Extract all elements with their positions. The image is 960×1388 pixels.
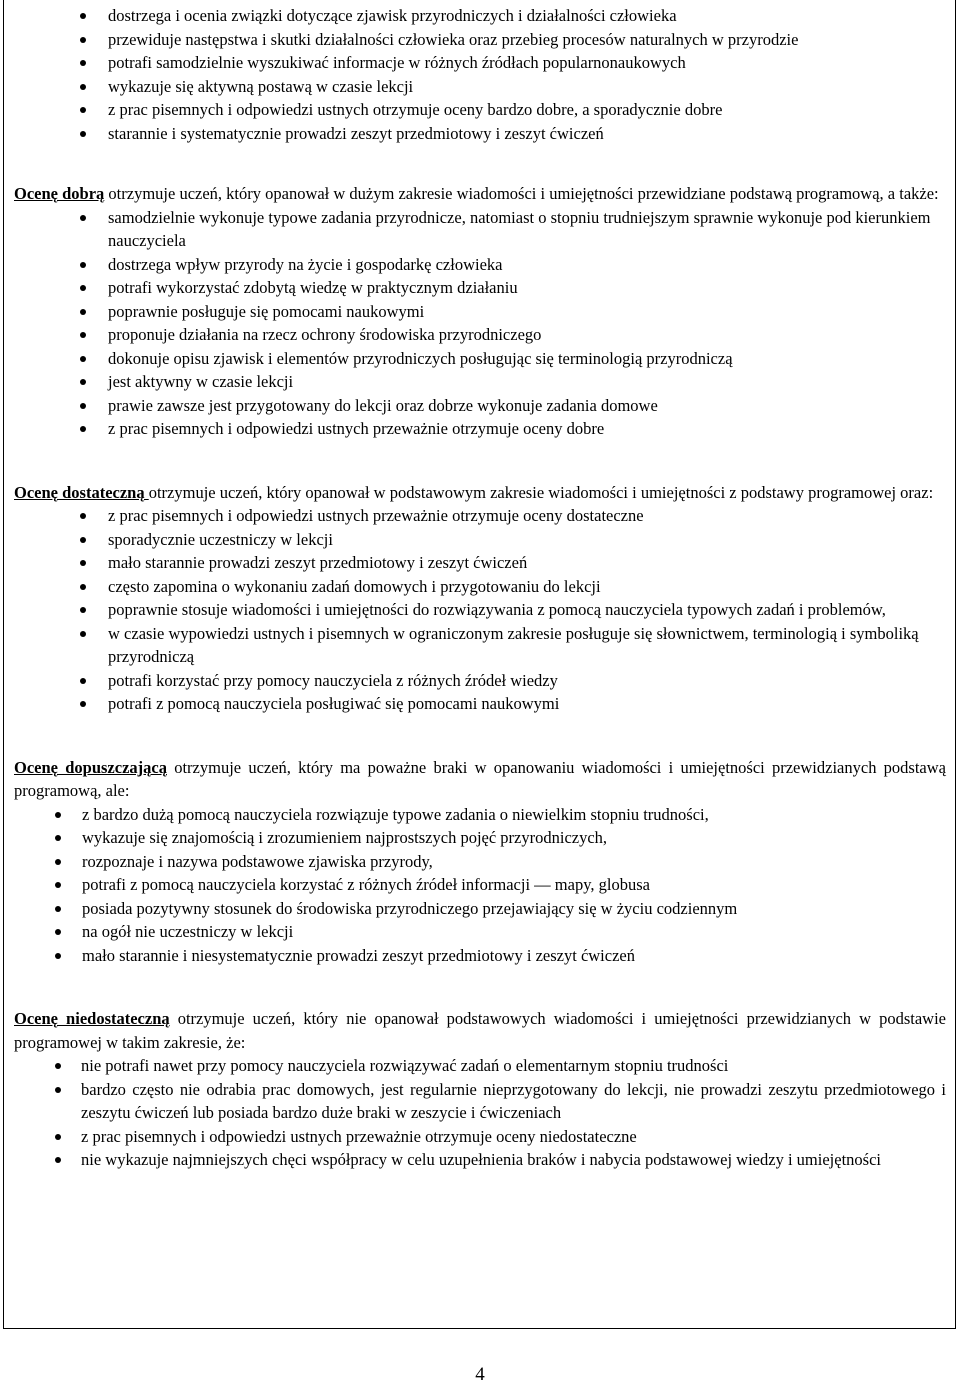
list-item: często zapomina o wykonaniu zadań domowych i przygotowaniu do lekcji [14,575,946,599]
list-item: dokonuje opisu zjawisk i elementów przyrodniczych posługując się terminologią przyrodniczą [14,347,946,371]
section-intro [14,182,946,206]
section-intro [14,481,946,505]
section-grade-pass [14,756,946,968]
list-item: rozpoznaje i nazywa podstawowe zjawiska przyrody, [14,850,946,874]
list-item: jest aktywny w czasie lekcji [14,370,946,394]
list-item: z bardzo dużą pomocą nauczyciela rozwiązuje typowe zadania o niewielkim stopniu trudności, [14,803,946,827]
list-item: posiada pozytywny stosunek do środowiska przyrodniczego przejawiający się w życiu codziennym [14,897,946,921]
list-item: potrafi z pomocą nauczyciela korzystać z różnych źródeł informacji — mapy, globusa [14,873,946,897]
criteria-list [14,803,946,968]
list-item: z prac pisemnych i odpowiedzi ustnych przeważnie otrzymuje oceny dostateczne [14,504,946,528]
section-intro [14,756,946,803]
list-item: potrafi z pomocą nauczyciela posługiwać się pomocami naukowymi [14,692,946,716]
section-grade-fail [14,1007,946,1172]
list-item: na ogół nie uczestniczy w lekcji [14,920,946,944]
section-grade-sufficient [14,481,946,716]
continued-list [14,4,946,145]
grade-heading: Ocenę niedostateczną [14,1009,170,1028]
document-body [14,4,946,1172]
list-item: nie wykazuje najmniejszych chęci współpracy w celu uzupełnienia braków i nabycia podstawowej wiedzy i umiejętności [14,1148,946,1172]
list-item: przewiduje następstwa i skutki działalności człowieka oraz przebieg procesów naturalnych w przyrodzie [14,28,946,52]
list-item: z prac pisemnych i odpowiedzi ustnych otrzymuje oceny bardzo dobre, a sporadycznie dobre [14,98,946,122]
list-item: proponuje działania na rzecz ochrony środowiska przyrodniczego [14,323,946,347]
list-item: nie potrafi nawet przy pomocy nauczyciela rozwiązywać zadań o elementarnym stopniu trudności [14,1054,946,1078]
list-item: dostrzega i ocenia związki dotyczące zjawisk przyrodniczych i działalności człowieka [14,4,946,28]
intro-text: otrzymuje uczeń, który opanował w podstawowym zakresie wiadomości i umiejętności z podstawy programowej oraz: [148,482,934,502]
list-item: z prac pisemnych i odpowiedzi ustnych przeważnie otrzymuje oceny niedostateczne [14,1125,946,1149]
list-item: potrafi samodzielnie wyszukiwać informacje w różnych źródłach popularnonaukowych [14,51,946,75]
intro-text: otrzymuje uczeń, który ma poważne braki w opanowaniu wiadomości i umiejętności przewidzianych podstawą programową, ale: [14,757,946,800]
grade-heading: Ocenę dopuszczającą [14,757,167,777]
grade-heading: Ocenę dostateczną [14,482,149,502]
grade-heading: Ocenę dobrą [14,184,105,203]
list-item: mało starannie prowadzi zeszyt przedmiotowy i zeszyt ćwiczeń [14,551,946,575]
list-item: poprawnie stosuje wiadomości i umiejętności do rozwiązywania z pomocą nauczyciela typowych zadań i problemów, [14,598,946,622]
list-item: z prac pisemnych i odpowiedzi ustnych przeważnie otrzymuje oceny dobre [14,417,946,441]
criteria-list [14,206,946,441]
list-item: sporadycznie uczestniczy w lekcji [14,528,946,552]
list-item: poprawnie posługuje się pomocami naukowymi [14,300,946,324]
list-item: dostrzega wpływ przyrody na życie i gospodarkę człowieka [14,253,946,277]
section-intro [14,1007,946,1054]
list-item: potrafi korzystać przy pomocy nauczyciela z różnych źródeł wiedzy [14,669,946,693]
criteria-list [14,1054,946,1172]
criteria-list [14,504,946,716]
list-item: bardzo często nie odrabia prac domowych, jest regularnie nieprzygotowany do lekcji, nie prowadzi zeszytu przedmiotowego i zeszytu ćwiczeń lub posiada bardzo duże braki w zeszycie i ćwiczeniach [14,1078,946,1125]
list-item: samodzielnie wykonuje typowe zadania przyrodnicze, natomiast o stopniu trudniejszym sprawnie wykonuje pod kierunkiem nauczyciela [14,206,946,253]
intro-text: otrzymuje uczeń, który opanował w dużym zakresie wiadomości i umiejętności przewidziane podstawą programową, a także: [104,184,939,203]
intro-text: otrzymuje uczeń, który nie opanował podstawowych wiadomości i umiejętności przewidzianych w podstawie programowej w takim zakresie, że: [14,1009,946,1052]
page-number: 4 [475,1364,485,1385]
list-item: w czasie wypowiedzi ustnych i pisemnych w ograniczonym zakresie posługuje się słownictwem, terminologią i symboliką przyrodniczą [14,622,946,669]
list-item: starannie i systematycznie prowadzi zeszyt przedmiotowy i zeszyt ćwiczeń [14,122,946,146]
section-grade-good [14,182,946,441]
list-item: wykazuje się znajomością i zrozumieniem najprostszych pojęć przyrodniczych, [14,826,946,850]
list-item: mało starannie i niesystematycznie prowadzi zeszyt przedmiotowy i zeszyt ćwiczeń [14,944,946,968]
list-item: wykazuje się aktywną postawą w czasie lekcji [14,75,946,99]
list-item: potrafi wykorzystać zdobytą wiedzę w praktycznym działaniu [14,276,946,300]
list-item: prawie zawsze jest przygotowany do lekcji oraz dobrze wykonuje zadania domowe [14,394,946,418]
